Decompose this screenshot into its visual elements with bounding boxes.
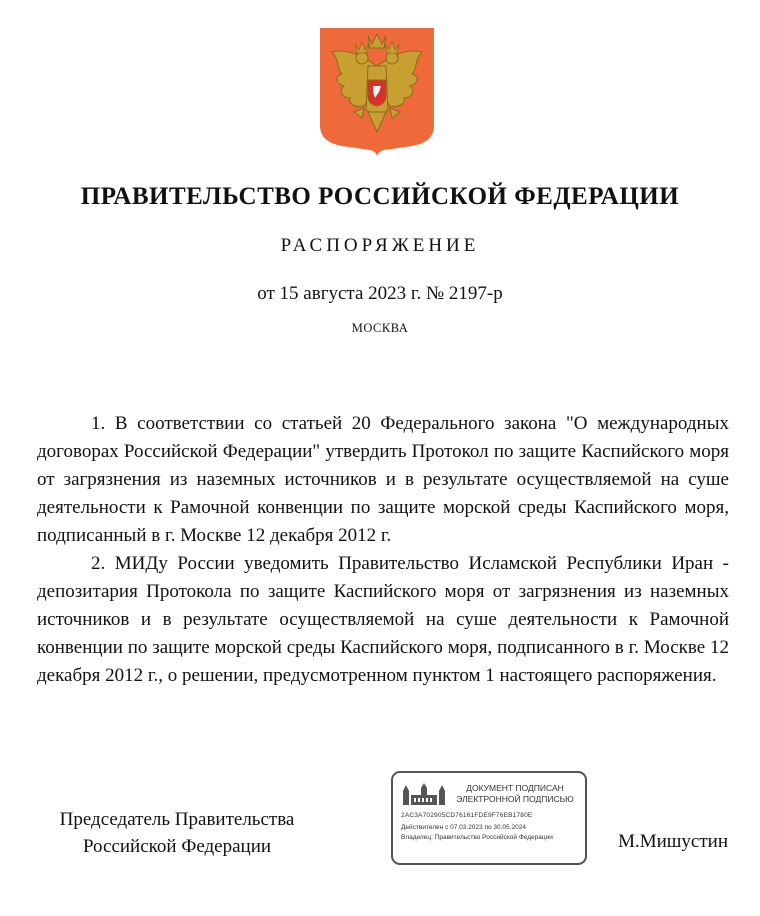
stamp-title-line1: ДОКУМЕНТ ПОДПИСАН xyxy=(466,783,564,793)
electronic-signature-stamp xyxy=(391,771,587,865)
paragraph-2: 2. МИДу России уведомить Правительство Исламской Республики Иран - депозитария Протокола по защите Каспийского моря от загрязнения из наземных источников и в результате осуществляемой на суше деятельности к Рамочной конвенции по защите морской среды Каспийского моря, подписанного в г. Москве 12 декабря 2012 г., о решении, предусмотренном пунктом 1 настоящего распоряжения. xyxy=(37,553,729,686)
stamp-serial: 2AC3A702905CD76161FDE9F76EB1780E xyxy=(401,812,533,819)
stamp-owner: Владелец: Правительство Российской Федерации xyxy=(401,834,553,841)
signatory-position-line1: Председатель Правительства xyxy=(59,809,295,830)
stamp-title-line2: ЭЛЕКТРОННОЙ ПОДПИСЬЮ xyxy=(456,794,574,804)
signatory-name: М.Мишустин xyxy=(618,831,728,852)
russian-coat-of-arms-emblem xyxy=(318,26,436,158)
government-title: ПРАВИТЕЛЬСТВО РОССИЙСКОЙ ФЕДЕРАЦИИ xyxy=(80,183,680,210)
kremlin-icon xyxy=(401,783,447,807)
document-city: МОСКВА xyxy=(351,321,409,335)
stamp-validity: Действителен с 07.03.2023 по 30.05.2024 xyxy=(401,824,526,831)
signatory-position xyxy=(37,806,317,860)
signatory-position-line2: Российской Федерации xyxy=(82,836,272,857)
document-type: РАСПОРЯЖЕНИЕ xyxy=(280,235,480,256)
paragraph-1: 1. В соответствии со статьей 20 Федерального закона "О международных договорах Российской Федерации" утвердить Протокол по защите Каспийского моря от загрязнения из наземных источников и в результате осуществляемой на суше деятельности к Рамочной конвенции по защите морской среды Каспийского моря, подписанный в г. Москве 12 декабря 2012 г. xyxy=(37,413,729,546)
stamp-title xyxy=(451,783,579,805)
document-date-number: от 15 августа 2023 г. № 2197-р xyxy=(257,283,503,304)
document-body xyxy=(37,410,729,690)
